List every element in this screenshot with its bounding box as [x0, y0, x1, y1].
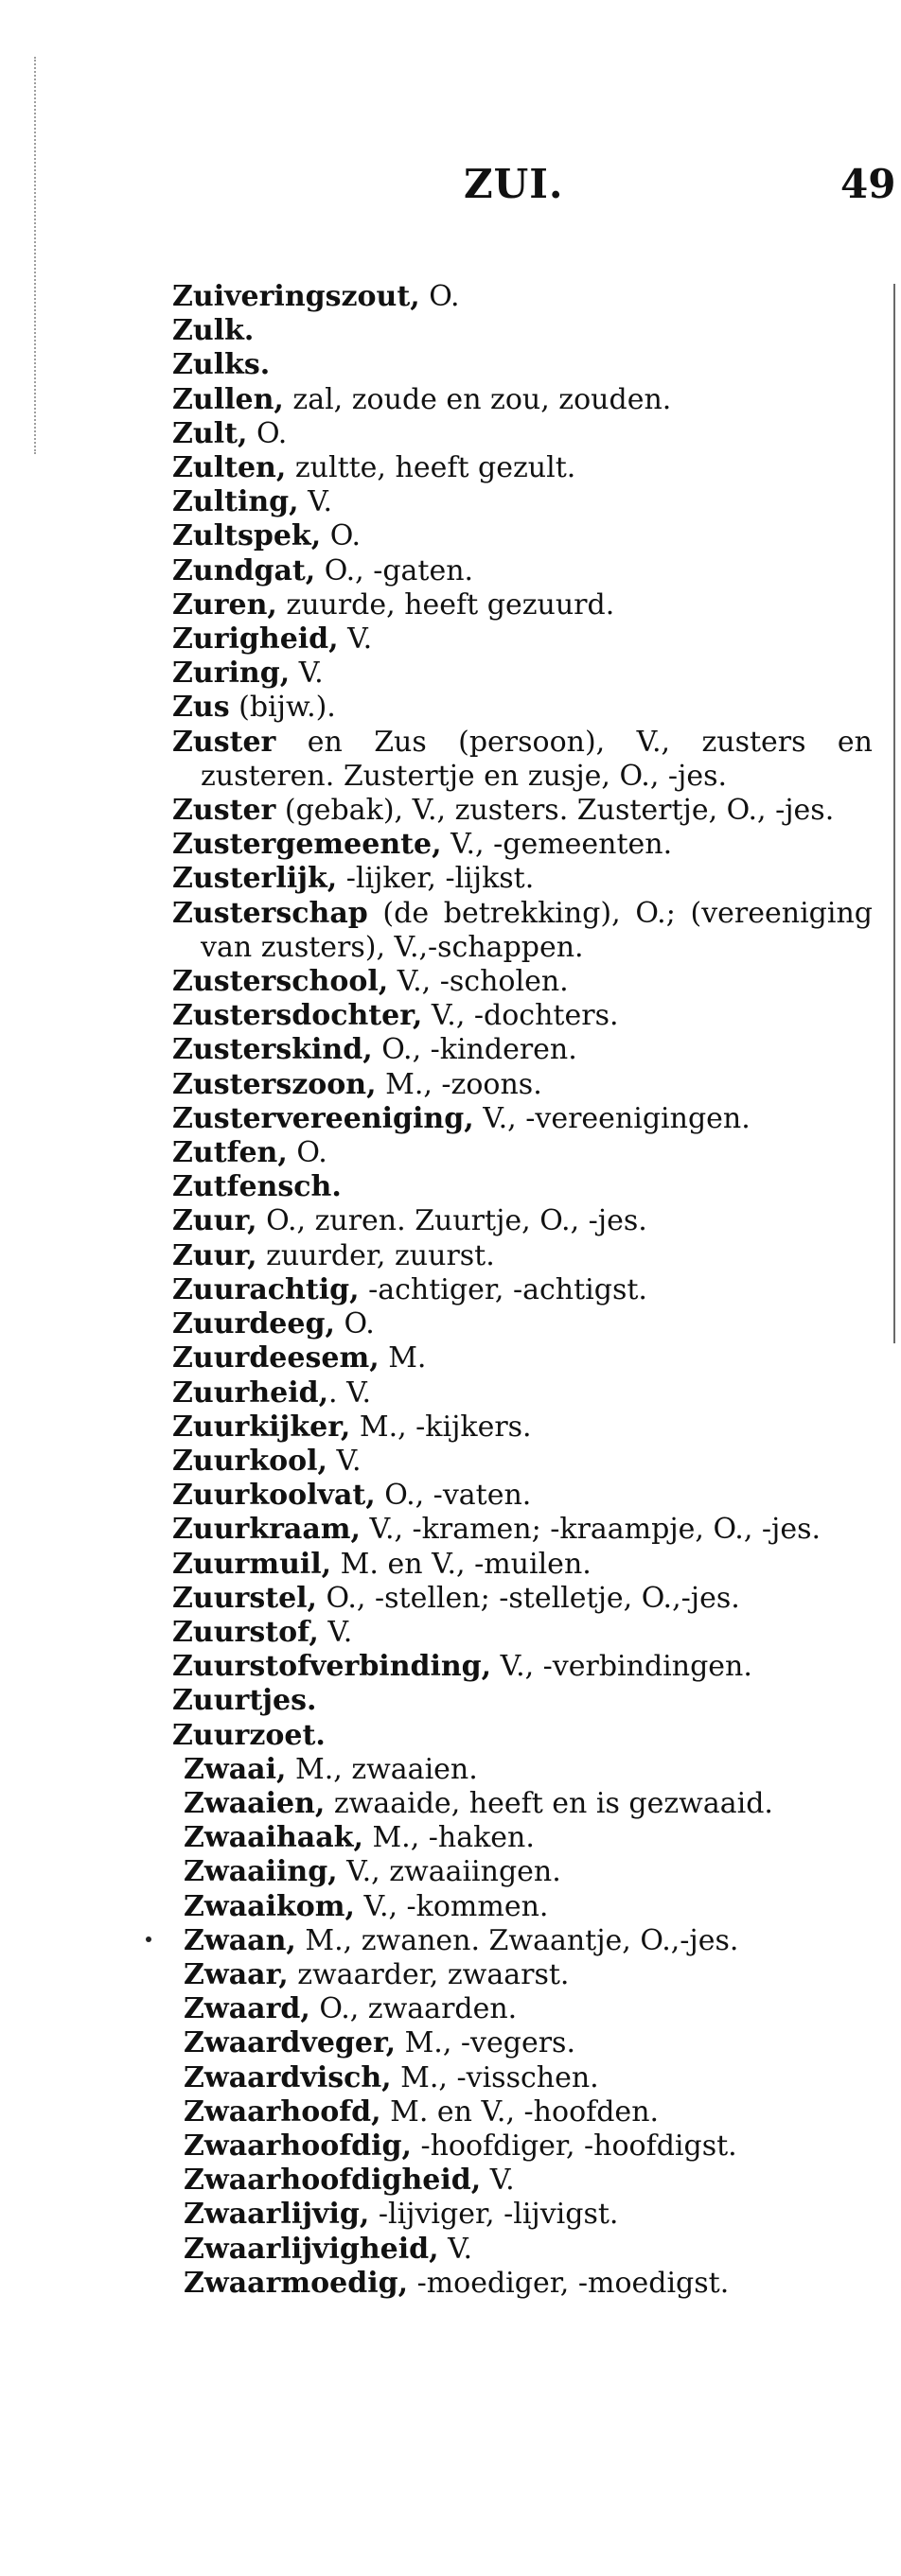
dictionary-entry [184, 2061, 873, 2095]
entry-definition: -achtiger, -achtigst. [359, 1272, 647, 1306]
entry-headword: Zwaarhoofdig, [184, 2129, 412, 2163]
entry-headword: Zuurheid, [172, 1376, 329, 1410]
dictionary-entry [184, 2129, 873, 2164]
entry-definition: zultte, heeft gezult. [286, 451, 576, 485]
entry-definition: M., -vegers. [396, 2026, 575, 2060]
entry-definition: O. [247, 416, 288, 450]
entry-definition: O. [419, 280, 460, 313]
dictionary-entry [172, 1102, 873, 1136]
entry-definition: O., -kinderen. [372, 1033, 577, 1067]
page-header [0, 161, 901, 237]
entry-headword: Zwaardvisch, [184, 2060, 392, 2094]
entry-headword: Zustervereeniging, [172, 1101, 474, 1135]
entry-definition: V., zwaaiingen. [337, 1855, 561, 1889]
entry-headword: Zult, [172, 416, 248, 450]
entry-definition: V. [338, 622, 373, 657]
dictionary-entry [172, 1513, 873, 1547]
entry-headword: Zuur, [172, 1238, 257, 1272]
entry-headword: Zultspek, [172, 519, 322, 553]
entry-headword: Zwaarhoofd, [184, 2094, 381, 2129]
dictionary-entry [172, 691, 873, 725]
dictionary-entry [172, 657, 873, 691]
entry-headword: Zuurdeeg, [172, 1307, 335, 1341]
dictionary-entry [172, 1616, 873, 1650]
entry-definition: O. [287, 1136, 327, 1170]
entry-headword: Zwaaien, [184, 1786, 326, 1820]
entry-headword: Zurigheid, [172, 622, 339, 657]
entry-headword: Zwaarlijvigheid, [184, 2232, 439, 2266]
entry-headword: Zwaan, [184, 1923, 296, 1957]
dictionary-entry [184, 1855, 873, 1889]
dictionary-entry [172, 417, 873, 451]
entry-definition: (gebak), V., zusters. Zustertje, O., -jes. [275, 794, 835, 828]
dictionary-entry [184, 2164, 873, 2198]
dictionary-entry [172, 1411, 873, 1445]
entry-headword: Zuurmuil, [172, 1547, 332, 1581]
entry-headword: Zwaaiing, [184, 1855, 338, 1889]
dictionary-entry [184, 1992, 873, 2026]
dictionary-entry [184, 1821, 873, 1855]
entry-definition: M. en V., -muilen. [331, 1547, 592, 1581]
dictionary-entry [184, 1787, 873, 1821]
entry-definition: en Zus (persoon), V., zusters en zusteren. Zustertje en zusje, O., -jes. [201, 725, 873, 793]
entry-headword: Zuurkoolvat, [172, 1479, 376, 1513]
entry-headword: Zuurachtig, [172, 1272, 360, 1306]
dictionary-entry [172, 1033, 873, 1067]
column-rule [893, 284, 895, 1343]
dictionary-entry [184, 2026, 873, 2060]
running-head: ZUI. [464, 161, 564, 207]
entry-definition: -lijker, -lijkst. [337, 862, 535, 896]
entry-headword: Zwaard, [184, 1992, 310, 2026]
dictionary-entry [172, 1273, 873, 1307]
entry-headword: Zuur, [172, 1204, 257, 1238]
entry-definition: zuurde, heeft gezuurd. [276, 587, 615, 622]
dictionary-entry [184, 2095, 873, 2129]
entry-definition: M., -kijkers. [350, 1410, 532, 1444]
entry-definition: (de betrekking), O.; (vereeniging van zusters), V.,-schappen. [201, 896, 873, 964]
entry-headword: Zus [172, 691, 230, 725]
dictionary-entry [172, 1719, 873, 1753]
dictionary-entry [172, 622, 873, 657]
entry-headword: Zuring, [172, 657, 291, 691]
entry-headword: Zwaaihaak, [184, 1821, 363, 1855]
entry-definition: -moediger, -moedigst. [408, 2266, 730, 2300]
entry-headword: Zusterlijk, [172, 862, 338, 896]
entry-definition: V., -kommen. [354, 1889, 549, 1923]
entry-headword: Zuster [172, 794, 276, 828]
dictionary-entry [172, 1170, 873, 1204]
entry-definition: zwaaide, heeft en is gezwaaid. [325, 1786, 773, 1820]
dictionary-entry [172, 794, 873, 828]
dictionary-entry [172, 1376, 873, 1411]
dictionary-entry [172, 1136, 873, 1170]
entry-definition: V., -gemeenten. [441, 828, 673, 862]
dictionary-entry [172, 999, 873, 1033]
entry-headword: Zwaar, [184, 1957, 289, 1991]
entry-definition: V., -kramen; -kraampje, O., -jes. [360, 1513, 822, 1547]
entry-headword: Zuren, [172, 587, 277, 622]
dictionary-entry [184, 1958, 873, 1992]
entry-definition: M., zwanen. Zwaantje, O.,-jes. [295, 1923, 739, 1957]
entry-definition: O., zuren. Zuurtje, O., -jes. [256, 1204, 647, 1238]
entry-definition: M., -visschen. [391, 2060, 599, 2094]
entry-headword: Zuurstel, [172, 1581, 318, 1615]
entry-definition: V. [327, 1444, 362, 1478]
entry-headword: Zusterszoon, [172, 1067, 377, 1101]
page-number: 49 [840, 161, 896, 207]
entry-definition: M., -haken. [362, 1821, 535, 1855]
entry-headword: Zwaardveger, [184, 2026, 397, 2060]
dictionary-entry [172, 1548, 873, 1582]
dictionary-entry [184, 1890, 873, 1924]
dictionary-entry [172, 1479, 873, 1513]
entry-definition: zal, zoude en zou, zouden. [283, 382, 672, 416]
entry-definition: V. [318, 1615, 353, 1649]
entry-definition: zwaarder, zwaarst. [288, 1957, 570, 1991]
entry-headword: Zustersdochter, [172, 999, 423, 1033]
entry-definition: -lijviger, -lijvigst. [369, 2198, 619, 2232]
entry-headword: Zundgat, [172, 553, 316, 587]
entry-headword: Zutfensch. [172, 1170, 342, 1204]
dictionary-entry [184, 2198, 873, 2232]
entry-headword: Zuurdeesem, [172, 1341, 380, 1376]
dictionary-entry [172, 965, 873, 999]
dictionary-entry [172, 828, 873, 862]
dictionary-entry [172, 1650, 873, 1684]
entry-headword: Zusterskind, [172, 1033, 373, 1067]
entry-definition: O. [321, 519, 362, 553]
entry-definition: V., -verbindingen. [491, 1650, 752, 1684]
entry-headword: Zuurzoet. [172, 1718, 326, 1752]
entry-definition: V. [290, 657, 324, 691]
entry-definition: O., zwaarden. [309, 1992, 518, 2026]
entry-definition: M., -zoons. [376, 1067, 542, 1101]
entry-headword: Zutfen, [172, 1136, 288, 1170]
entry-definition: -hoofdiger, -hoofdigst. [411, 2129, 737, 2163]
entry-definition: O., -vaten. [375, 1479, 532, 1513]
dictionary-entry [172, 519, 873, 553]
entry-definition: V., -dochters. [422, 999, 619, 1033]
entry-headword: Zuster [172, 725, 276, 759]
entry-headword: Zustergemeente, [172, 828, 442, 862]
entry-headword: Zwaarmoedig, [184, 2266, 409, 2300]
dictionary-entry [172, 1445, 873, 1479]
entry-headword: Zwaarlijvig, [184, 2198, 370, 2232]
entry-headword: Zuurkool, [172, 1444, 327, 1478]
dictionary-entry [172, 588, 873, 622]
dictionary-entries [172, 280, 873, 2301]
dictionary-entry [184, 2233, 873, 2267]
entry-headword: Zusterschool, [172, 965, 389, 999]
entry-definition: O., -stellen; -stelletje, O.,-jes. [317, 1581, 740, 1615]
entry-definition: V. [481, 2164, 515, 2198]
entry-headword: Zullen, [172, 382, 284, 416]
entry-definition: (bijw.). [229, 691, 336, 725]
dictionary-entry [172, 1341, 873, 1376]
dictionary-entry [172, 1307, 873, 1341]
entry-headword: Zulten, [172, 451, 287, 485]
entry-definition: zuurder, zuurst. [256, 1238, 495, 1272]
entry-definition: M. [379, 1341, 427, 1376]
entry-definition: O. [334, 1307, 375, 1341]
dictionary-entry [172, 1204, 873, 1238]
entry-headword: Zuurstof, [172, 1615, 319, 1649]
entry-definition: O., -gaten. [315, 553, 474, 587]
dictionary-entry [172, 485, 873, 519]
dictionary-entry [172, 726, 873, 794]
dictionary-entry [172, 1068, 873, 1102]
dictionary-entry [172, 348, 873, 382]
dictionary-entry [172, 862, 873, 896]
entry-headword: Zuurtjes. [172, 1684, 317, 1718]
margin-scan-marks [34, 57, 40, 454]
dictionary-entry [184, 1924, 873, 1958]
dictionary-entry [172, 1239, 873, 1273]
dictionary-entry [172, 314, 873, 348]
dictionary-entry [172, 897, 873, 965]
entry-definition: V. [298, 485, 333, 519]
entry-headword: Zulks. [172, 348, 271, 382]
entry-headword: Zwaai, [184, 1752, 287, 1786]
entry-headword: Zuurkijker, [172, 1410, 351, 1444]
ink-dot [146, 1936, 151, 1942]
dictionary-entry [172, 383, 873, 417]
entry-definition: V. [438, 2232, 473, 2266]
entry-definition: V., -vereenigingen. [473, 1101, 751, 1135]
entry-definition: . V. [328, 1376, 372, 1410]
entry-headword: Zwaarhoofdigheid, [184, 2164, 482, 2198]
dictionary-entry [172, 451, 873, 485]
dictionary-entry [172, 1582, 873, 1616]
entry-headword: Zulk. [172, 314, 255, 348]
entry-headword: Zusterschap [172, 896, 368, 930]
dictionary-entry [172, 1684, 873, 1718]
dictionary-entry [172, 554, 873, 588]
entry-headword: Zulting, [172, 485, 299, 519]
entry-headword: Zwaaikom, [184, 1889, 355, 1923]
dictionary-entry [184, 2267, 873, 2301]
entry-definition: M. en V., -hoofden. [380, 2094, 660, 2129]
entry-headword: Zuiveringszout, [172, 280, 420, 313]
dictionary-entry [172, 280, 873, 314]
dictionary-entry [184, 1753, 873, 1787]
entry-headword: Zuurkraam, [172, 1513, 361, 1547]
entry-definition: V., -scholen. [388, 965, 569, 999]
entry-headword: Zuurstofverbinding, [172, 1650, 492, 1684]
entry-definition: M., zwaaien. [286, 1752, 478, 1786]
